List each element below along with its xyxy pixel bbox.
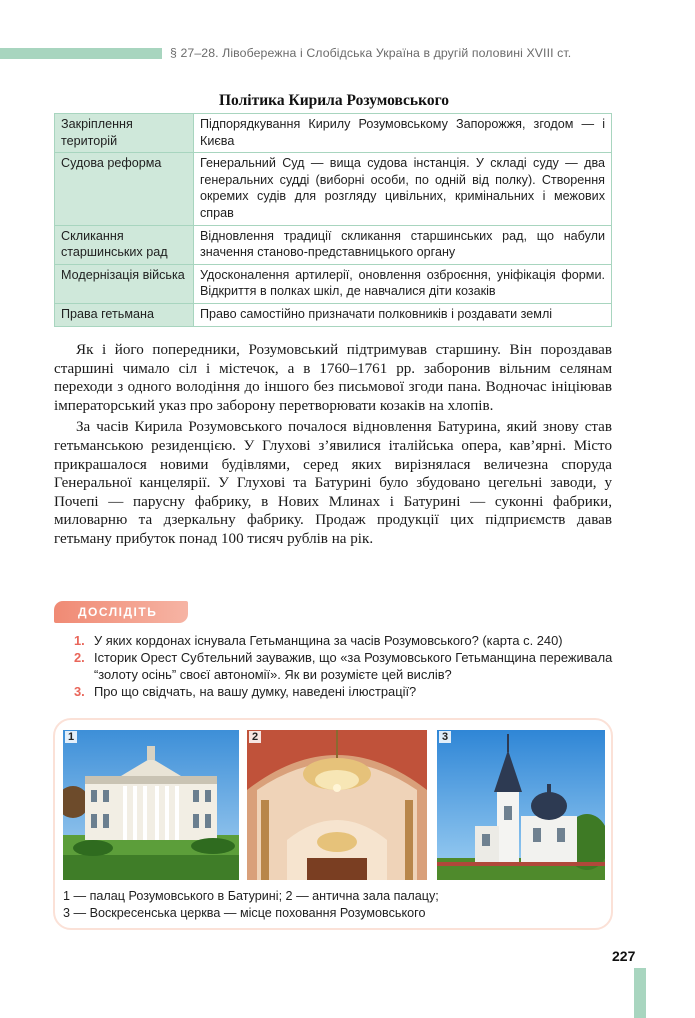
task-item [74,633,614,649]
row-key: Права гетьмана [55,303,194,326]
task-number: 1. [74,633,85,648]
illustration-caption [63,888,603,921]
row-key: Модернізація війська [55,264,194,303]
illustration-panel [53,718,613,930]
caption-line: 3 — Воскресенська церква — місце поховання Розумовського [63,905,426,920]
task-text: У яких кордонах існувала Гетьманщина за часів Розумовського? (карта с. 240) [94,633,563,648]
row-value: Підпорядкування Кирилу Розумовському Запорожжя, згодом — і Києва [194,114,612,153]
row-key: Закріплення територій [55,114,194,153]
task-list [74,633,614,701]
caption-line: 1 — палац Розумовського в Батурині; 2 — антична зала палацу; [63,889,439,903]
paragraph: За часів Кирила Розумовського почалося відновлення Батурина, який знову став гетьманською резиденцією. У Глухові з’явилися італійська опера, кав’ярні. Місто прикрашалося новими будівлями, серед яких вирізнялася величезна споруда Генеральної канцелярії. У Глухові та Батурині було збудовано цегельні заводи, у Почепі — парусну фабрику, в Нових Млинах і Батурині — суконні фабрики, миловарню та дзеркальну фабрику. Продаж продукції цих підприємств давав гетьману прибуток понад 100 тисяч рублів на рік. [54,419,612,547]
image-number: 1 [65,731,77,743]
table-row [55,303,612,326]
image-number: 2 [249,731,261,743]
row-value: Право самостійно призначати полковників і роздавати землі [194,303,612,326]
task-text: Історик Орест Субтельний зауважив, що «за Розумовського Гетьманщина переживала “золоту осінь” своєї автономії». Як ви розумієте цей вислів? [94,650,613,682]
palace-photo [63,730,239,880]
paragraph: Як і його попередники, Розумовський підтримував старшину. Він пороздавав старшині чимало сіл і містечок, а в 1760–1761 рр. заборонив вільним селянам переходи з одного володіння до іншого без письмової згоди пана. Водночас ініціював імператорський указ про заборону перетворювати козаків на хлопів. [54,342,612,414]
task-item [74,684,614,700]
hall-photo [247,730,427,880]
running-header: § 27–28. Лівобережна і Слобідська Україна в другій половині XVIII ст. [170,46,572,60]
table-row [55,225,612,264]
task-item [74,650,614,683]
row-value: Генеральний Суд — вища судова інстанція. У складі суду — два генеральних судді (виборні особи, по одній від полку). Створення окремих судів для розгляду цивільних, кримінальних і межових справ [194,153,612,225]
row-key: Скликання старшинських рад [55,225,194,264]
row-value: Удосконалення артилерії, оновлення озброєння, уніфікація форми. Відкриття в полках шкіл, де навчалися діти козаків [194,264,612,303]
body-text [54,341,612,552]
image-number: 3 [439,731,451,743]
page-accent-bar [634,968,646,1018]
row-value: Відновлення традиції скликання старшинських рад, що набули значення станово-представницького органу [194,225,612,264]
task-number: 2. [74,650,85,666]
task-text: Про що свідчать, на вашу думку, наведені ілюстрації? [94,683,417,699]
policy-table [54,113,612,327]
table-row [55,153,612,225]
table-row [55,264,612,303]
header-accent-bar [0,48,162,59]
page-number: 227 [612,948,636,964]
table-title: Політика Кирила Розумовського [218,92,450,109]
task-number: 3. [74,683,85,699]
table-row [55,114,612,153]
row-key: Судова реформа [55,153,194,225]
explore-label: ДОСЛІДІТЬ [54,601,188,623]
church-photo [437,730,605,880]
